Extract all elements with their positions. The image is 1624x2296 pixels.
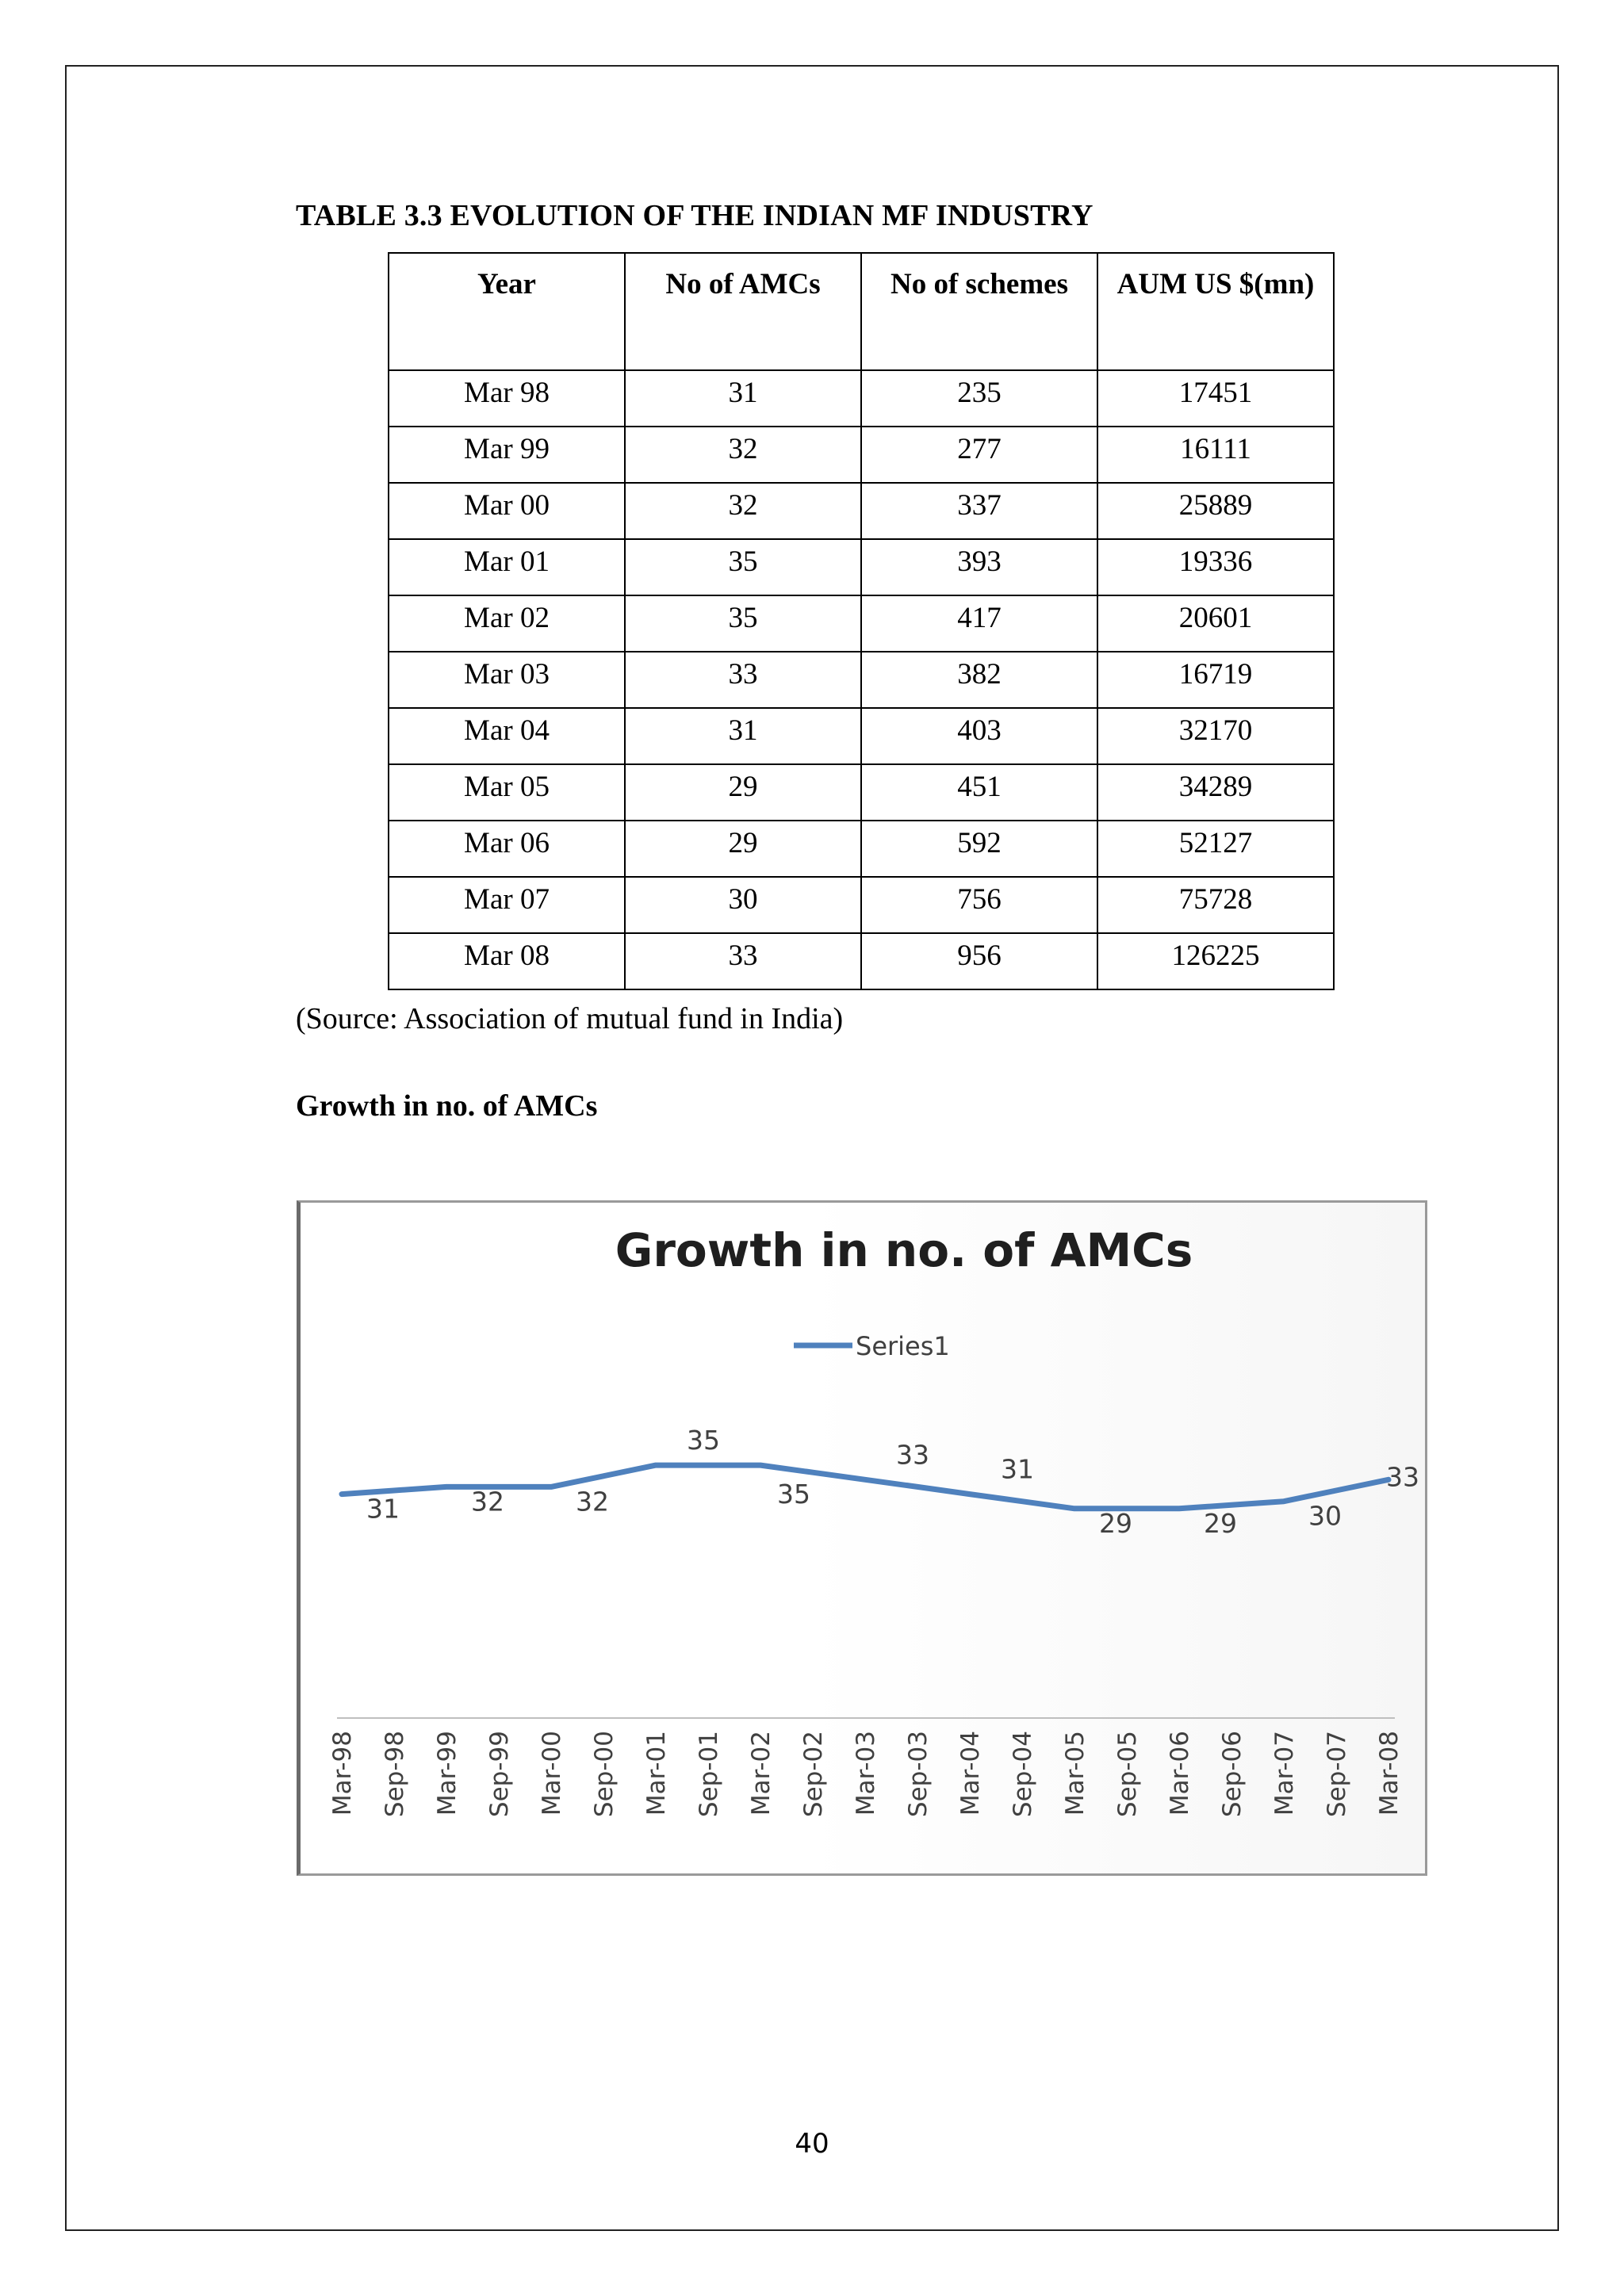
x-tick-label: Mar-06 xyxy=(1166,1731,1194,1816)
table-cell: Mar 07 xyxy=(389,877,625,933)
x-tick-label: Mar-04 xyxy=(956,1731,985,1816)
table-row xyxy=(389,821,1334,877)
data-table xyxy=(388,252,1335,990)
table-cell: 32170 xyxy=(1097,708,1334,764)
table-cell: 29 xyxy=(625,821,861,877)
data-label: 29 xyxy=(1099,1507,1132,1539)
data-label: 29 xyxy=(1204,1507,1237,1539)
table-cell: Mar 98 xyxy=(389,370,625,427)
table-row xyxy=(389,370,1334,427)
header-schemes: No of schemes xyxy=(861,253,1097,370)
x-tick-label: Mar-02 xyxy=(747,1731,776,1816)
x-tick-label: Mar-00 xyxy=(538,1731,566,1816)
x-tick-label: Sep-02 xyxy=(799,1731,828,1818)
x-tick-label: Sep-05 xyxy=(1113,1731,1142,1818)
table-cell: 30 xyxy=(625,877,861,933)
table-row xyxy=(389,764,1334,821)
table-row xyxy=(389,652,1334,708)
table-row xyxy=(389,595,1334,652)
chart-container xyxy=(297,1200,1427,1876)
section-title: Growth in no. of AMCs xyxy=(296,1089,598,1123)
table-cell: 126225 xyxy=(1097,933,1334,989)
table-cell: 277 xyxy=(861,427,1097,483)
source-note: (Source: Association of mutual fund in India) xyxy=(296,1002,844,1035)
table-cell: 417 xyxy=(861,595,1097,652)
table-row xyxy=(389,427,1334,483)
table-cell: 592 xyxy=(861,821,1097,877)
table-cell: 31 xyxy=(625,370,861,427)
table-cell: 16111 xyxy=(1097,427,1334,483)
table-cell: 75728 xyxy=(1097,877,1334,933)
x-tick-label: Mar-01 xyxy=(642,1731,671,1816)
table-cell: 403 xyxy=(861,708,1097,764)
x-tick-label: Sep-98 xyxy=(381,1731,409,1818)
data-label: 32 xyxy=(576,1486,609,1517)
data-label: 33 xyxy=(896,1439,929,1471)
line-chart xyxy=(301,1203,1427,1873)
x-tick-label: Sep-06 xyxy=(1218,1731,1247,1818)
data-label: 30 xyxy=(1308,1500,1342,1532)
header-aum: AUM US $(mn) xyxy=(1097,253,1334,370)
table-cell: Mar 02 xyxy=(389,595,625,652)
table-cell: 32 xyxy=(625,483,861,539)
table-cell: 52127 xyxy=(1097,821,1334,877)
table-cell: 33 xyxy=(625,933,861,989)
table-row xyxy=(389,933,1334,989)
header-amcs: No of AMCs xyxy=(625,253,861,370)
x-tick-label: Sep-07 xyxy=(1323,1731,1351,1818)
table-cell: Mar 01 xyxy=(389,539,625,595)
table-title: TABLE 3.3 EVOLUTION OF THE INDIAN MF INDUSTRY xyxy=(296,199,1094,232)
table-cell: 25889 xyxy=(1097,483,1334,539)
table-cell: 35 xyxy=(625,595,861,652)
table-cell: 35 xyxy=(625,539,861,595)
table-cell: 956 xyxy=(861,933,1097,989)
header-year: Year xyxy=(389,253,625,370)
x-tick-label: Sep-03 xyxy=(904,1731,933,1818)
table-cell: Mar 00 xyxy=(389,483,625,539)
table-cell: 16719 xyxy=(1097,652,1334,708)
data-label: 35 xyxy=(777,1479,810,1510)
data-label: 35 xyxy=(687,1425,720,1456)
x-tick-label: Mar-99 xyxy=(433,1731,462,1816)
x-tick-label: Sep-04 xyxy=(1009,1731,1037,1818)
table-cell: 32 xyxy=(625,427,861,483)
table-cell: 33 xyxy=(625,652,861,708)
table-cell: 756 xyxy=(861,877,1097,933)
x-tick-label: Mar-05 xyxy=(1061,1731,1090,1816)
chart-title: Growth in no. of AMCs xyxy=(615,1223,1193,1277)
table-cell: 19336 xyxy=(1097,539,1334,595)
table-cell: Mar 05 xyxy=(389,764,625,821)
x-tick-label: Sep-00 xyxy=(590,1731,619,1818)
table-cell: Mar 06 xyxy=(389,821,625,877)
table-cell: Mar 03 xyxy=(389,652,625,708)
data-label: 31 xyxy=(366,1493,400,1525)
table-body xyxy=(389,370,1334,989)
table-cell: Mar 04 xyxy=(389,708,625,764)
table-row xyxy=(389,877,1334,933)
table-cell: 29 xyxy=(625,764,861,821)
table-cell: Mar 99 xyxy=(389,427,625,483)
table-cell: 17451 xyxy=(1097,370,1334,427)
x-tick-label: Mar-03 xyxy=(852,1731,880,1816)
table-cell: 451 xyxy=(861,764,1097,821)
page-number: 40 xyxy=(795,2128,829,2160)
table-row xyxy=(389,708,1334,764)
x-tick-label: Sep-99 xyxy=(485,1731,514,1818)
x-tick-label: Mar-98 xyxy=(328,1731,357,1816)
table-cell: 337 xyxy=(861,483,1097,539)
plot-area xyxy=(328,1425,1419,1817)
legend-label: Series1 xyxy=(856,1331,950,1361)
data-label: 31 xyxy=(1001,1453,1034,1485)
table-cell: Mar 08 xyxy=(389,933,625,989)
table-cell: 393 xyxy=(861,539,1097,595)
x-tick-label: Sep-01 xyxy=(695,1731,723,1818)
x-tick-label: Mar-08 xyxy=(1375,1731,1404,1816)
data-label: 33 xyxy=(1386,1461,1419,1493)
data-label: 32 xyxy=(471,1486,504,1517)
table-row xyxy=(389,539,1334,595)
table-cell: 382 xyxy=(861,652,1097,708)
table-row xyxy=(389,483,1334,539)
table-cell: 235 xyxy=(861,370,1097,427)
table-cell: 31 xyxy=(625,708,861,764)
table-cell: 34289 xyxy=(1097,764,1334,821)
x-tick-label: Mar-07 xyxy=(1270,1731,1299,1816)
table-cell: 20601 xyxy=(1097,595,1334,652)
table-header-row xyxy=(389,253,1334,370)
